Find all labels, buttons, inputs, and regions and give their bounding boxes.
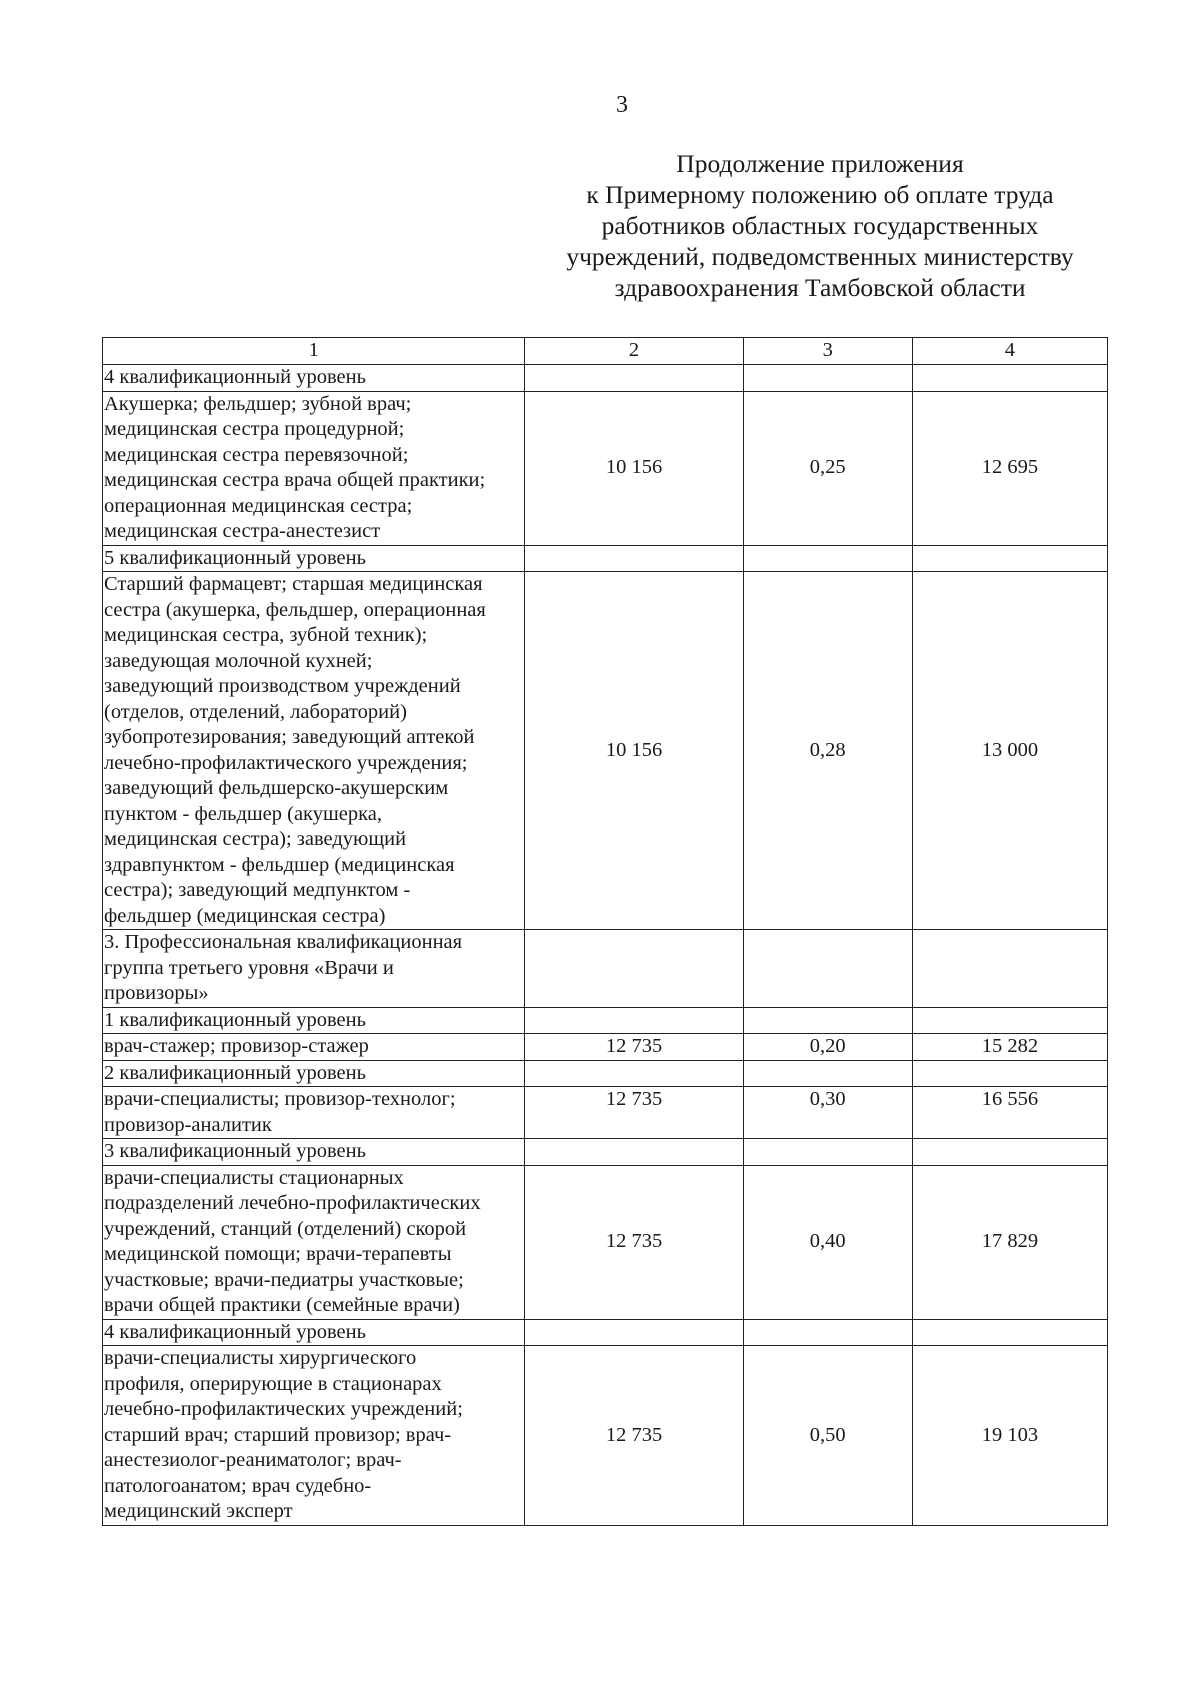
position-list: [103, 391, 525, 545]
salary-cell: [912, 930, 1107, 1008]
coefficient-cell: [743, 1007, 912, 1034]
salary-cell: [912, 1060, 1107, 1087]
qualification-level-row: [103, 365, 1108, 392]
header-line: здравоохранения Тамбовской области: [614, 273, 1026, 302]
position-line: анестезиолог-реаниматолог; врач-: [104, 1449, 402, 1471]
position-line: лечебно-профилактических учреждений;: [104, 1398, 463, 1420]
position-line: фельдшер (медицинская сестра): [104, 904, 386, 927]
position-line: группа третьего уровня «Врачи и: [104, 956, 394, 979]
position-line: лечебно-профилактического учреждения;: [104, 751, 468, 774]
position-line: заведующий фельдшерско-акушерским: [104, 777, 449, 799]
position-line: медицинская сестра процедурной;: [104, 418, 405, 440]
table-row: [103, 572, 1108, 930]
header-line: работников областных государственных: [601, 211, 1039, 240]
qualification-level-row: [103, 1060, 1108, 1087]
header-line: учреждений, подведомственных министерству: [566, 242, 1074, 271]
position-line: медицинской помощи; врачи-терапевты: [104, 1243, 452, 1265]
column-number: 2: [525, 338, 743, 365]
salary-cell: 19 103: [912, 1346, 1107, 1526]
position-line: сестра); заведующий медпунктом -: [104, 879, 411, 901]
base-salary-cell: 10 156: [525, 572, 743, 930]
position-list: [103, 1165, 525, 1319]
position-line: медицинский эксперт: [104, 1500, 293, 1522]
position-line: (отделов, отделений, лабораторий): [104, 700, 407, 723]
salary-cell: 15 282: [912, 1034, 1107, 1061]
base-salary-cell: [525, 1319, 743, 1346]
coefficient-cell: [743, 930, 912, 1008]
base-salary-cell: 12 735: [525, 1087, 743, 1139]
position-list: [103, 572, 525, 930]
coefficient-cell: [743, 365, 912, 392]
column-number-row: [103, 338, 1108, 365]
page-number: 3: [616, 92, 628, 118]
position-line: зубопротезирования; заведующий аптекой: [104, 726, 475, 748]
position-list: [103, 1034, 525, 1061]
column-number: 4: [912, 338, 1107, 365]
salary-cell: [912, 1319, 1107, 1346]
qualification-level-row: [103, 545, 1108, 572]
position-line: врачи-специалисты стационарных: [104, 1166, 404, 1189]
salary-table: [102, 337, 1108, 1526]
column-number: 1: [103, 338, 525, 365]
salary-cell: 16 556: [912, 1087, 1107, 1139]
group-heading-row: [103, 930, 1108, 1008]
position-line: провизоры»: [104, 982, 209, 1004]
base-salary-cell: [525, 930, 743, 1008]
qualification-level-label: 2 квалификационный уровень: [103, 1060, 525, 1087]
header-line: к Примерному положению об оплате труда: [586, 180, 1054, 209]
annex-header: [520, 148, 1120, 303]
column-number: 3: [743, 338, 912, 365]
position-line: пунктом - фельдшер (акушерка,: [104, 802, 382, 825]
table-row: [103, 1346, 1108, 1526]
base-salary-cell: 12 735: [525, 1346, 743, 1526]
position-line: Старший фармацевт; старшая медицинская: [104, 573, 483, 595]
position-line: провизор-аналитик: [104, 1113, 272, 1136]
table-row: [103, 1087, 1108, 1139]
coefficient-cell: [743, 545, 912, 572]
table-row: [103, 1165, 1108, 1319]
position-line: Акушерка; фельдшер; зубной врач;: [104, 392, 412, 415]
coefficient-cell: 0,20: [743, 1034, 912, 1061]
coefficient-cell: 0,40: [743, 1165, 912, 1319]
base-salary-cell: [525, 1139, 743, 1166]
base-salary-cell: [525, 365, 743, 392]
qualification-level-label: 3 квалификационный уровень: [103, 1139, 525, 1166]
base-salary-cell: 12 735: [525, 1034, 743, 1061]
salary-cell: 12 695: [912, 391, 1107, 545]
position-line: медицинская сестра перевязочной;: [104, 443, 409, 466]
position-line: сестра (акушерка, фельдшер, операционная: [104, 598, 486, 621]
position-line: старший врач; старший провизор; врач-: [104, 1423, 452, 1446]
salary-cell: 13 000: [912, 572, 1107, 930]
group-heading: [103, 930, 525, 1008]
position-line: врач-стажер; провизор-стажер: [104, 1035, 369, 1057]
position-line: участковые; врачи-педиатры участковые;: [104, 1268, 464, 1291]
base-salary-cell: 12 735: [525, 1165, 743, 1319]
salary-cell: [912, 365, 1107, 392]
position-line: заведующий производством учреждений: [104, 675, 461, 697]
position-line: медицинская сестра, зубной техник);: [104, 624, 428, 646]
coefficient-cell: 0,25: [743, 391, 912, 545]
coefficient-cell: [743, 1060, 912, 1087]
qualification-level-label: 4 квалификационный уровень: [103, 1319, 525, 1346]
position-line: профиля, оперирующие в стационарах: [104, 1372, 442, 1395]
coefficient-cell: 0,30: [743, 1087, 912, 1139]
qualification-level-row: [103, 1007, 1108, 1034]
salary-cell: [912, 1007, 1107, 1034]
position-line: подразделений лечебно-профилактических: [104, 1192, 481, 1214]
qualification-level-label: 1 квалификационный уровень: [103, 1007, 525, 1034]
qualification-level-row: [103, 1139, 1108, 1166]
table-row: [103, 391, 1108, 545]
position-line: заведующая молочной кухней;: [104, 649, 373, 672]
position-line: патологоанатом; врач судебно-: [104, 1474, 372, 1497]
coefficient-cell: [743, 1319, 912, 1346]
position-line: медицинская сестра); заведующий: [104, 828, 407, 850]
base-salary-cell: [525, 545, 743, 572]
position-line: здравпунктом - фельдшер (медицинская: [104, 853, 455, 876]
table-row: [103, 1034, 1108, 1061]
position-list: [103, 1346, 525, 1526]
position-line: медицинская сестра врача общей практики;: [104, 469, 486, 491]
position-line: врачи-специалисты хирургического: [104, 1347, 417, 1369]
base-salary-cell: [525, 1060, 743, 1087]
position-line: операционная медицинская сестра;: [104, 494, 413, 517]
position-list: [103, 1087, 525, 1139]
salary-cell: [912, 1139, 1107, 1166]
position-line: медицинская сестра-анестезист: [104, 520, 381, 542]
base-salary-cell: 10 156: [525, 391, 743, 545]
position-line: врачи общей практики (семейные врачи): [104, 1294, 460, 1316]
base-salary-cell: [525, 1007, 743, 1034]
qualification-level-label: 4 квалификационный уровень: [103, 365, 525, 392]
position-line: учреждений, станций (отделений) скорой: [104, 1217, 467, 1240]
qualification-level-label: 5 квалификационный уровень: [103, 545, 525, 572]
header-line: Продолжение приложения: [676, 149, 964, 178]
qualification-level-row: [103, 1319, 1108, 1346]
coefficient-cell: 0,50: [743, 1346, 912, 1526]
coefficient-cell: [743, 1139, 912, 1166]
coefficient-cell: 0,28: [743, 572, 912, 930]
salary-cell: [912, 545, 1107, 572]
salary-cell: 17 829: [912, 1165, 1107, 1319]
position-line: 3. Профессиональная квалификационная: [104, 931, 463, 953]
position-line: врачи-специалисты; провизор-технолог;: [104, 1088, 456, 1110]
